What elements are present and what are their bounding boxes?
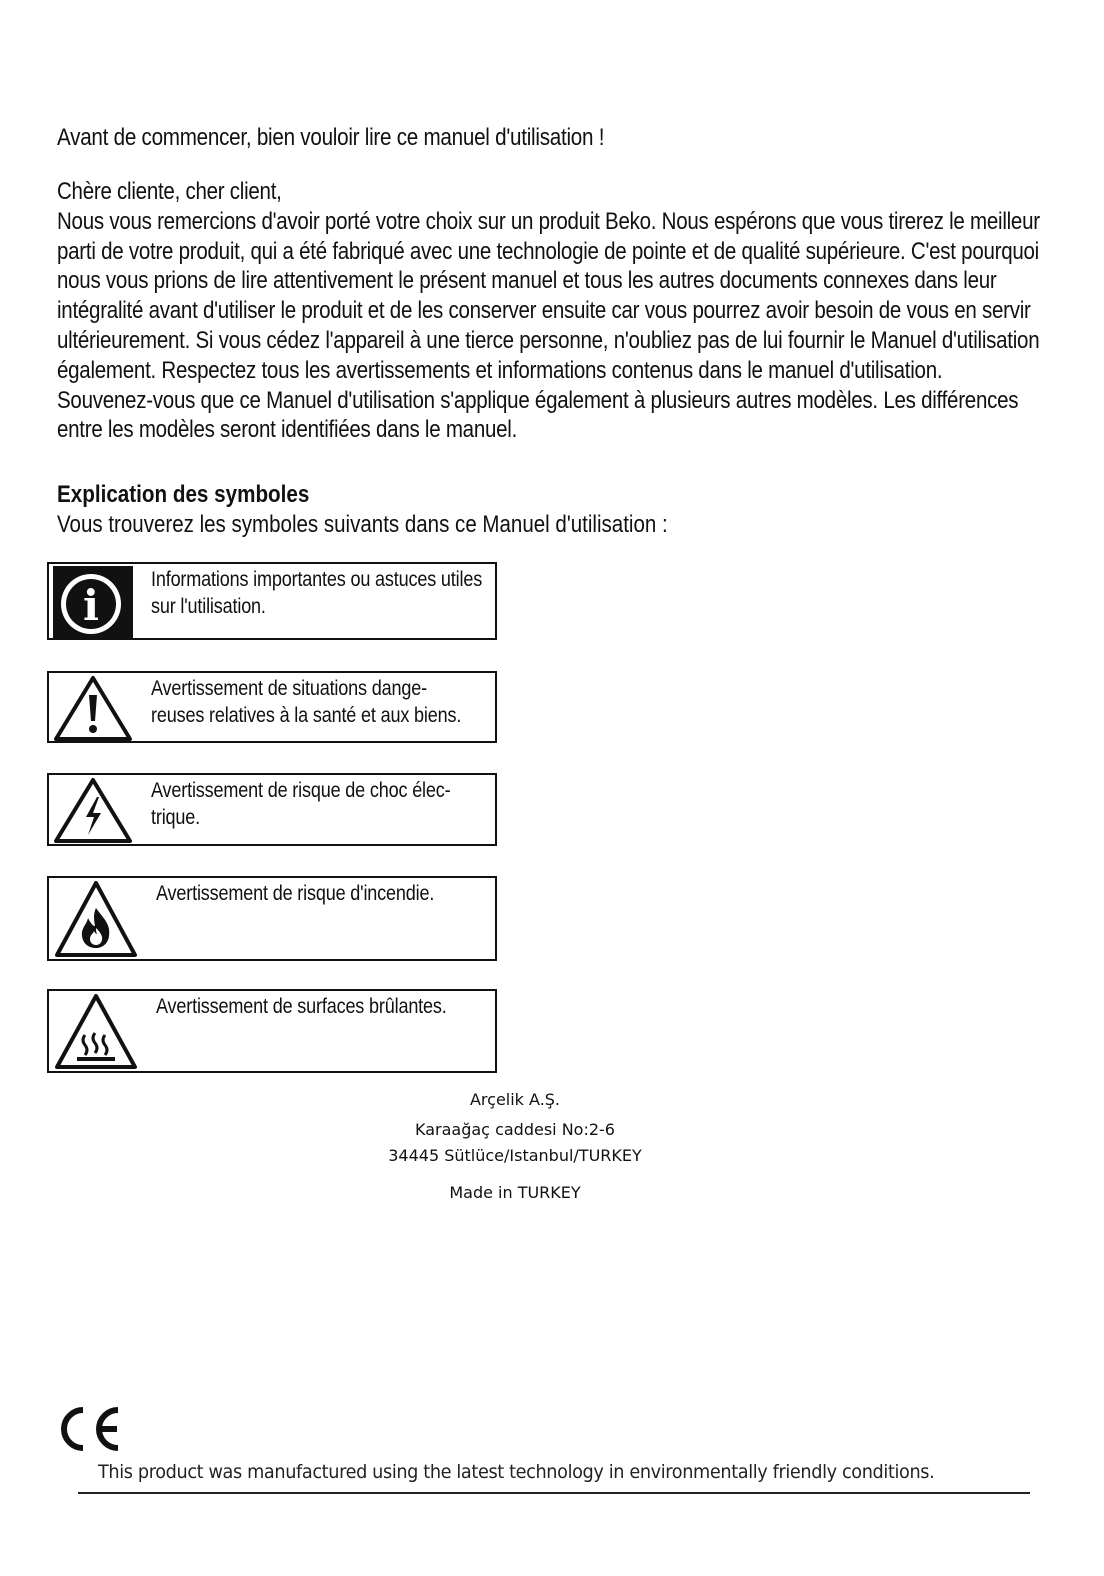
intro-text xyxy=(57,177,1040,445)
symbol-text-hot-surface: Avertissement de surfaces brûlantes. xyxy=(156,995,447,1018)
hot-surface-icon xyxy=(53,993,139,1075)
symbols-title: Explication des symboles xyxy=(57,481,310,508)
electric-shock-icon xyxy=(53,777,133,849)
symbol-text-warning: Avertissement de situations dange-reuses relatives à la santé et aux biens. xyxy=(151,677,462,727)
manufacturer-company: Arçelik A.Ş. xyxy=(469,1090,561,1109)
ce-mark-icon xyxy=(55,1404,125,1459)
symbols-intro: Vous trouverez les symboles suivants dans ce Manuel d'utilisation : xyxy=(57,511,668,538)
symbol-box-electric xyxy=(47,773,497,846)
models-paragraph: Souvenez-vous que ce Manuel d'utilisation s'applique également à plusieurs autres modèles. Les différences entre les modèles seront identifiées dans le manuel. xyxy=(57,386,1019,444)
page-heading: Avant de commencer, bien vouloir lire ce manuel d'utilisation ! xyxy=(57,124,605,151)
greeting: Chère cliente, cher client, xyxy=(57,178,282,205)
symbol-box-warning xyxy=(47,671,497,743)
info-icon xyxy=(53,566,133,643)
footer-divider xyxy=(78,1492,1030,1494)
symbol-box-info xyxy=(47,562,497,640)
symbol-text-info: Informations importantes ou astuces utiles sur l'utilisation. xyxy=(151,568,483,618)
svg-text:i: i xyxy=(83,581,99,630)
manufacturer-city: 34445 Sütlüce/Istanbul/TURKEY xyxy=(388,1146,642,1165)
fire-icon xyxy=(53,880,139,963)
made-in-label: Made in TURKEY xyxy=(449,1183,581,1202)
symbol-box-fire xyxy=(47,876,497,961)
manufacturer-street: Karaağaç caddesi No:2-6 xyxy=(415,1120,615,1139)
symbol-text-electric: Avertissement de risque de choc élec-trique. xyxy=(151,779,451,829)
symbol-box-hot-surface xyxy=(47,989,497,1073)
intro-paragraph: Nous vous remercions d'avoir porté votre choix sur un produit Beko. Nous espérons que vous tirerez le meilleur parti de votre produit, qui a été fabriqué avec une technologie de pointe et de qualité supérieure. C'est pourquoi nous vous prions de lire attentivement le présent manuel et tous les autres documents connexes dans leur intégralité avant d'utiliser le produit et de les conserver ensuite car vous pourrez avoir besoin de vous en servir ultérieurement. Si vous cédez l'appareil à une tierce personne, n'oubliez pas de lui fournir le Manuel d'utilisation également. Respectez tous les avertissements et informations contenus dans le manuel d'utilisation. xyxy=(57,207,1040,384)
warning-exclamation-icon xyxy=(53,675,133,746)
symbol-text-fire: Avertissement de risque d'incendie. xyxy=(156,882,435,905)
footer-note: This product was manufactured using the latest technology in environmentally friendly conditions. xyxy=(98,1461,935,1483)
